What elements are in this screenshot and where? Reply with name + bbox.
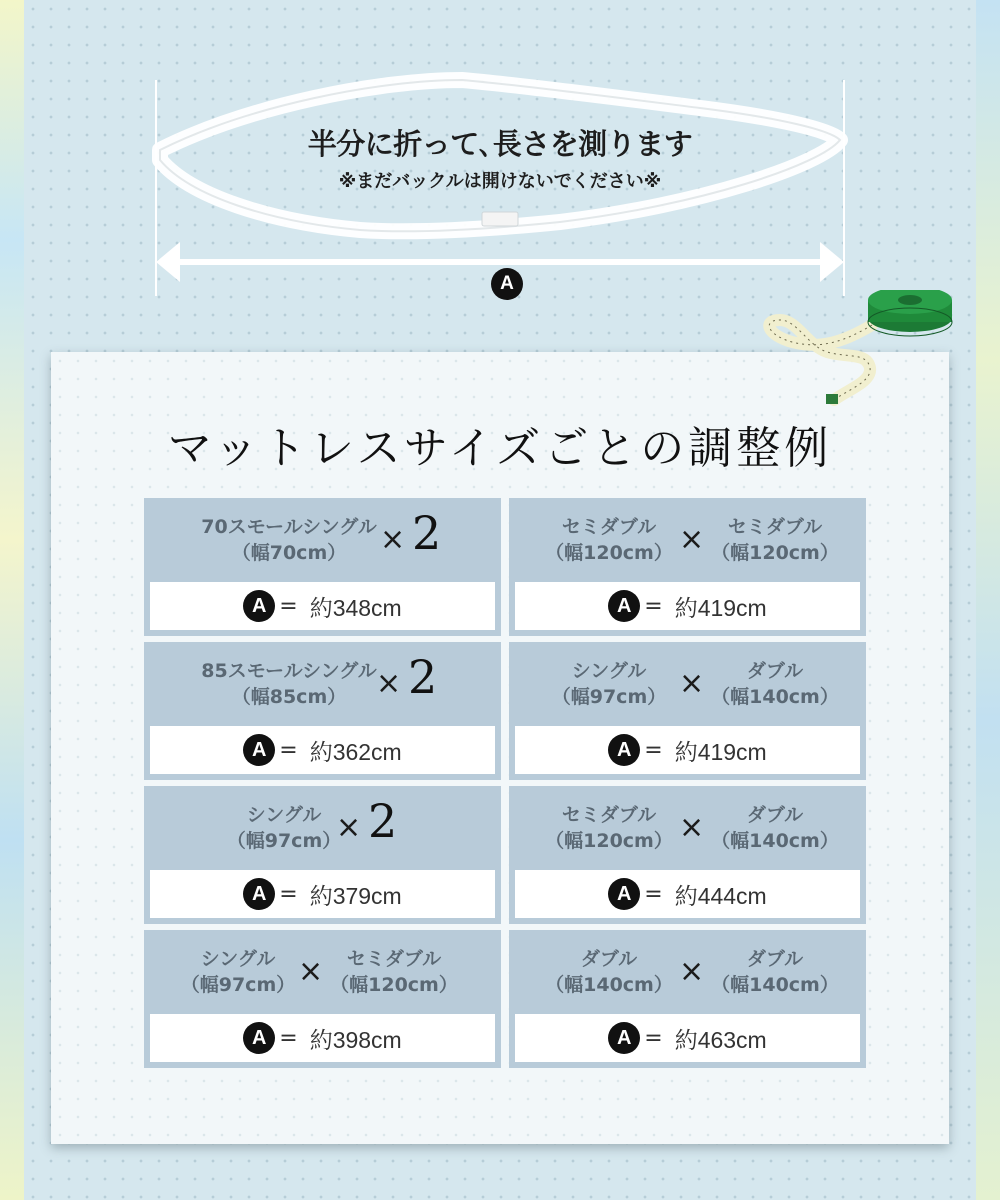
multiply-sign: ×: [380, 522, 406, 557]
buckle: [482, 212, 518, 226]
multiply-sign: ×: [679, 810, 705, 845]
result-row: [150, 1014, 495, 1062]
result-row: [150, 726, 495, 774]
marker-a-badge: A: [243, 878, 275, 910]
size-name-left: 70スモールシングル （幅70cm）: [201, 516, 377, 564]
equals-sign: =: [644, 593, 663, 619]
equals-sign: =: [279, 881, 298, 907]
multiply-sign: ×: [679, 522, 705, 557]
marker-a-badge: A: [608, 590, 640, 622]
example-cell: [144, 786, 501, 924]
size-name-left: セミダブル （幅120cm）: [545, 516, 673, 564]
example-cell: [509, 498, 866, 636]
multiply-sign: ×: [376, 666, 402, 701]
size-name-right: ダブル （幅140cm）: [711, 804, 839, 852]
adjustment-examples-card: [51, 352, 949, 1144]
size-name-right: セミダブル （幅120cm）: [330, 948, 458, 996]
multiplier: 2: [412, 506, 442, 560]
length-value: 約463cm: [674, 1026, 767, 1053]
equals-sign: =: [644, 1025, 663, 1051]
instruction-headline: 半分に折って､長さを測ります: [307, 127, 693, 161]
multiplier: 2: [368, 794, 398, 848]
equals-sign: =: [279, 737, 298, 763]
length-value: 約362cm: [309, 738, 402, 765]
example-cell: [144, 930, 501, 1068]
example-cell: [509, 930, 866, 1068]
example-cell: [509, 786, 866, 924]
size-name-left: シングル （幅97cm）: [551, 660, 667, 708]
size-name-left: ダブル （幅140cm）: [545, 948, 673, 996]
card-title: マットレスサイズごとの調整例: [167, 423, 833, 474]
example-cell: [144, 498, 501, 636]
marker-a-badge: A: [243, 1022, 275, 1054]
length-value: 約444cm: [674, 882, 767, 909]
measure-arrow-right: [820, 242, 844, 282]
equals-sign: =: [644, 881, 663, 907]
multiply-sign: ×: [336, 810, 362, 845]
marker-a-badge: A: [243, 734, 275, 766]
size-name-left: シングル （幅97cm）: [180, 948, 296, 996]
length-value: 約379cm: [309, 882, 402, 909]
multiply-sign: ×: [679, 666, 705, 701]
size-name-left: セミダブル （幅120cm）: [545, 804, 673, 852]
multiply-sign: ×: [679, 954, 705, 989]
result-row: [515, 1014, 860, 1062]
result-row: [150, 582, 495, 630]
result-row: [515, 582, 860, 630]
equals-sign: =: [279, 593, 298, 619]
marker-a-badge: A: [608, 878, 640, 910]
length-value: 約419cm: [674, 738, 767, 765]
example-cell: [144, 642, 501, 780]
size-name-left: 85スモールシングル （幅85cm）: [201, 660, 377, 708]
tape-measure-icon: [752, 290, 957, 415]
instruction-note: ※まだバックルは開けないでください※: [338, 171, 662, 192]
measure-arrow-left: [156, 242, 180, 282]
equals-sign: =: [279, 1025, 298, 1051]
length-value: 約348cm: [309, 594, 402, 621]
equals-sign: =: [644, 737, 663, 763]
multiplier: 2: [408, 650, 438, 704]
length-value: 約398cm: [309, 1026, 402, 1053]
multiply-sign: ×: [298, 954, 324, 989]
size-name-left: シングル （幅97cm）: [226, 804, 342, 852]
marker-a-badge: A: [608, 734, 640, 766]
marker-a-badge: A: [243, 590, 275, 622]
result-row: [150, 870, 495, 918]
size-name-right: ダブル （幅140cm）: [711, 948, 839, 996]
result-row: [515, 870, 860, 918]
example-cell: [509, 642, 866, 780]
marker-a-badge: A: [491, 268, 523, 300]
size-name-right: セミダブル （幅120cm）: [711, 516, 839, 564]
result-row: [515, 726, 860, 774]
size-name-right: ダブル （幅140cm）: [711, 660, 839, 708]
marker-a-badge: A: [608, 1022, 640, 1054]
length-value: 約419cm: [674, 594, 767, 621]
